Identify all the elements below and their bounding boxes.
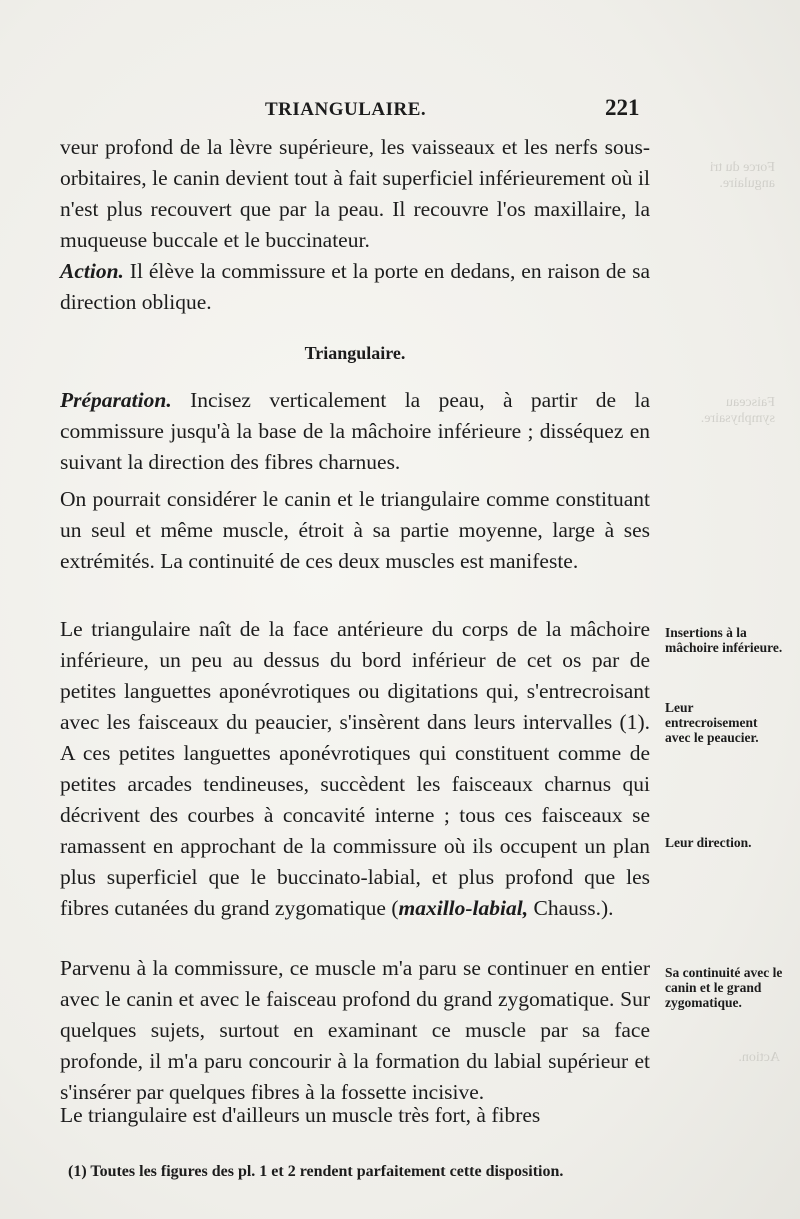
action-label: Action. (60, 259, 124, 283)
paragraph-action (60, 256, 650, 318)
page-number: 221 (605, 95, 640, 120)
insertions-text-end: Chauss.). (528, 896, 614, 920)
paragraph-insertions (60, 614, 650, 924)
show-through-text: Faisceau symphysaire. (700, 395, 775, 426)
paragraph-commissure (60, 953, 650, 1108)
margin-note-insertions: Insertions à la mâchoire inférieure. (665, 625, 783, 655)
paragraph-canin-end (60, 132, 650, 256)
synonym-italic: maxillo-labial, (398, 896, 529, 920)
show-through-text: Force du tri angulaire. (709, 160, 775, 191)
insertions-text: Le triangulaire naît de la face antérieure du corps de la mâchoire inférieure, un peu au dessus du bord inférieur de cet os par de petites languettes aponévrotiques ou digitations qui, s'entrecroisant avec les faisceaux du peaucier, s'insèrent dans leurs intervalles (1). A ces petites languettes aponévrotiques qui constituent comme de petites arcades tendineuses, succèdent les faisceaux charnus qui décrivent des courbes à concavité interne ; tous ces faisceaux se ramassent en approchant de la commissure où ils occupent un plan plus superficiel que le buccinato-labial, et plus profond que les fibres cutanées du grand zygomatique ( (60, 617, 650, 920)
show-through-text: Action. (738, 1050, 780, 1065)
paragraph-continuity (60, 484, 650, 577)
section-heading: Triangulaire. (304, 343, 406, 363)
margin-note-continuite: Sa continuité avec le canin et le grand zygomatique. (665, 965, 783, 1010)
body-paragraph (60, 385, 650, 478)
paragraph-force (60, 1100, 650, 1131)
body-paragraph: Le triangulaire est d'ailleurs un muscle très fort, à fibres (60, 1103, 541, 1127)
running-title: TRIANGULAIRE. (265, 99, 427, 120)
body-paragraph: On pourrait considérer le canin et le triangulaire comme constituant un seul et même muscle, étroit à sa partie moyenne, large à ses extrémités. La continuité de ces deux muscles est manifeste. (60, 487, 650, 573)
preparation-text: Incisez verticalement la peau, à partir de la commissure jusqu'à la base de la mâchoire inférieure ; disséquez en suivant la direction des fibres charnues. (60, 388, 650, 474)
margin-note-entrecroisement: Leur entrecroisement avec le peaucier. (665, 700, 759, 745)
body-paragraph (60, 614, 650, 924)
page-header (60, 95, 660, 125)
margin-note-direction: Leur direction. (665, 835, 752, 850)
body-paragraph: veur profond de la lèvre supérieure, les vaisseaux et les nerfs sous-orbitaires, le canin devient tout à fait superficiel inférieurement où il n'est plus recouvert que par la peau. Il recouvre l'os maxillaire, la muqueuse buccale et le buccinateur. (60, 135, 650, 252)
body-paragraph (60, 256, 650, 318)
preparation-label: Préparation. (60, 388, 172, 412)
footnote: (1) Toutes les figures des pl. 1 et 2 rendent parfaitement cette disposition. (68, 1163, 564, 1180)
paragraph-preparation (60, 385, 650, 478)
body-paragraph: Parvenu à la commissure, ce muscle m'a paru se continuer en entier avec le canin et avec le faisceau profond du grand zygomatique. Sur quelques sujets, surtout en examinant ce muscle par sa face profonde, il m'a paru concourir à la formation du labial supérieur et s'insérer par quelques fibres à la fossette incisive. (60, 956, 650, 1104)
action-text: Il élève la commissure et la porte en dedans, en raison de sa direction oblique. (60, 259, 650, 314)
